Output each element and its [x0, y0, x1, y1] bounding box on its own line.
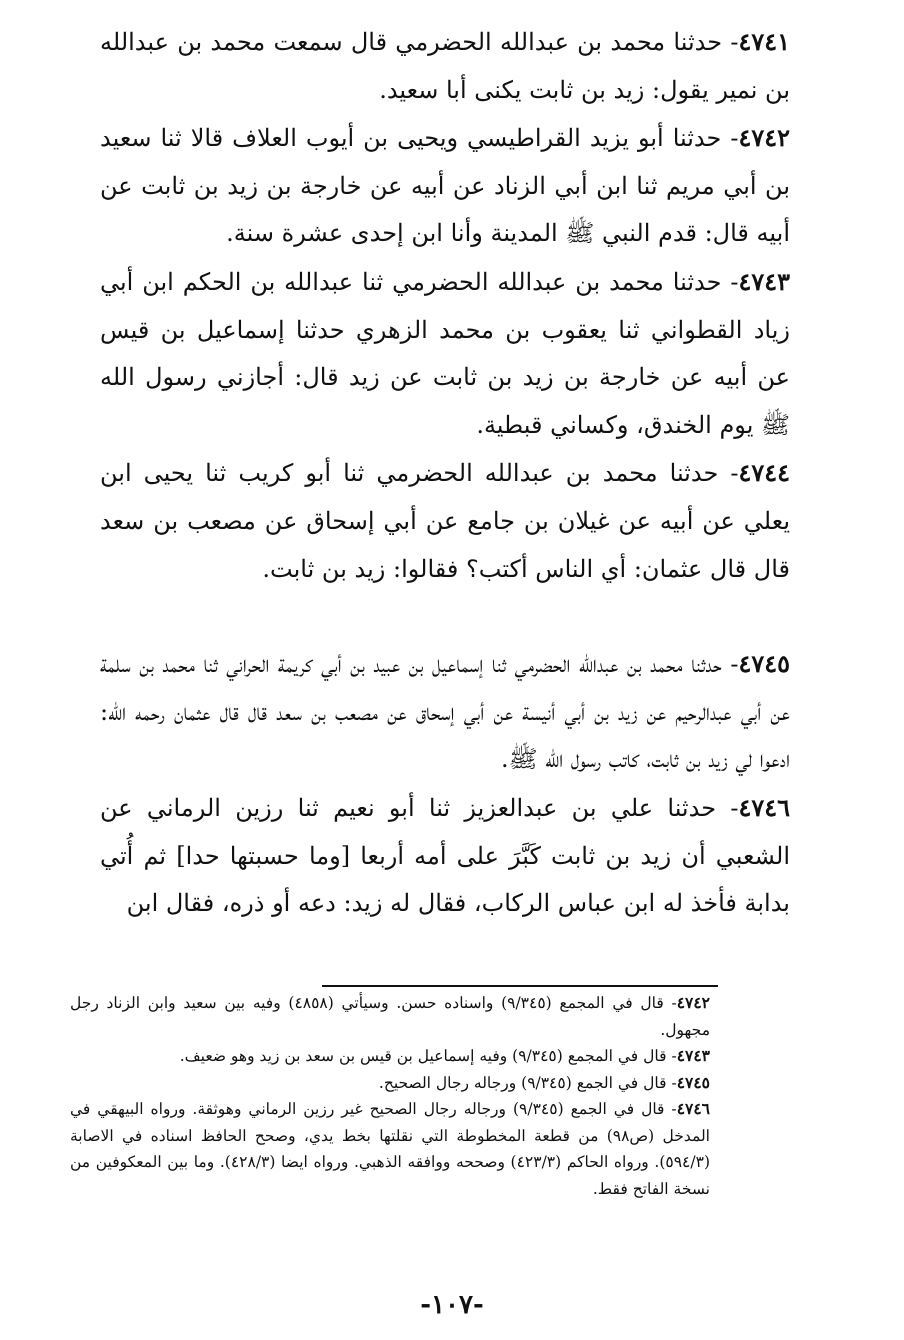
- footnotes: [70, 990, 710, 1202]
- footnote-divider: [322, 985, 718, 987]
- footnote-number: ٤٧٤٦: [676, 1099, 710, 1118]
- footnote-4743: [70, 1043, 710, 1070]
- hadith-text: - حدثنا محمد بن عبدالله الحضرمي ثنا أبو كريب ثنا يحيى ابن يعلي عن أبيه عن غيلان بن جامع عن أبي إسحاق عن مصعب بن سعد قال قال عثمان: أي الناس أكتب؟ فقالوا: زيد بن ثابت.: [100, 459, 790, 583]
- page-number: -١٠٧-: [420, 1290, 484, 1320]
- hadith-4743: [100, 258, 790, 449]
- hadith-4745: [100, 640, 790, 784]
- hadith-4742: [100, 114, 790, 258]
- footnote-4745: [70, 1070, 710, 1097]
- footnote-text: - قال في الجمع (٩/٣٤٥) ورجاله رجال الصحيح غير رزين الرماني وهوثقة. ورواه البيهقي في المدخل (ص٩٨) من قطعة المخطوطة التي نقلتها بخط يدي، وصحح الحافظ اسناده في الاصابة (٥٩٤/٣). ورواه الحاكم (٤٢٣/٣) وصححه ووافقه الذهبي. ورواه ايضا (٤٢٨/٣). وما بين المعكوفين من نسخة الفاتح فقط.: [70, 1100, 710, 1198]
- footnote-4742: [70, 990, 710, 1043]
- footnote-text: - قال في المجمع (٩/٣٤٥) واسناده حسن. وسيأتي (٤٨٥٨) وفيه بين سعيد وابن الزناد رجل مجهول.: [70, 994, 710, 1039]
- hadith-number: ٤٧٤٣: [738, 266, 790, 296]
- footnote-number: ٤٧٤٥: [676, 1072, 710, 1092]
- hadith-number: ٤٧٤٥: [738, 649, 790, 679]
- footnote-4746: [70, 1096, 710, 1202]
- hadith-4744: [100, 449, 790, 593]
- hadith-number: ٤٧٤١: [738, 27, 790, 56]
- hadith-number: ٤٧٤٤: [738, 458, 790, 488]
- hadith-text: - حدثنا محمد بن عبدالله الحضرمي ثنا إسماعيل بن عبيد بن أبي كريمة الحراني ثنا محمد بن سلمة عن أبي عبدالرحيم عن زيد بن أبي أنيسة عن أبي إسحاق عن مصعب بن سعد قال قال عثمان رحمه الله: ادعوا لي زيد بن ثابت، كاتب رسول الله ﷺ.: [100, 650, 790, 774]
- hadith-4741: [100, 18, 790, 114]
- main-text: [100, 18, 790, 928]
- hadith-text: - حدثنا محمد بن عبدالله الحضرمي ثنا عبدالله بن الحكم ابن أبي زياد القطواني ثنا يعقوب بن محمد الزهري حدثنا إسماعيل بن قيس عن أبيه عن خارجة بن زيد بن ثابت عن زيد قال: أجازني رسول الله ﷺ يوم الخندق، وكساني قبطية.: [100, 267, 790, 439]
- hadith-4746: [100, 784, 790, 928]
- hadith-text: - حدثنا أبو يزيد القراطيسي ويحيى بن أيوب العلاف قالا ثنا سعيد بن أبي مريم ثنا ابن أبي الزناد عن أبيه عن خارجة بن زيد بن ثابت عن أبيه قال: قدم النبي ﷺ المدينة وأنا ابن إحدى عشرة سنة.: [100, 124, 790, 248]
- footnote-text: - قال في المجمع (٩/٣٤٥) وفيه إسماعيل بن قيس بن سعد بن زيد وهو ضعيف.: [179, 1047, 677, 1065]
- footnote-number: ٤٧٤٢: [676, 993, 710, 1012]
- hadith-number: ٤٧٤٦: [738, 792, 790, 822]
- hadith-number: ٤٧٤٢: [738, 123, 791, 153]
- hadith-text: - حدثنا علي بن عبدالعزيز ثنا أبو نعيم ثنا رزين الرماني عن الشعبي أن زيد بن ثابت كَبَّرَ على أمه أربعا [وما حسبتها حدا] ثم أُتي بدابة فأخذ له ابن عباس الركاب، فقال له زيد: دعه أو ذره، فقال ابن: [100, 793, 790, 918]
- footnote-number: ٤٧٤٣: [676, 1046, 710, 1065]
- hadith-text: - حدثنا محمد بن عبدالله الحضرمي قال سمعت محمد بن عبدالله بن نمير يقول: زيد بن ثابت يكنى أبا سعيد.: [100, 28, 790, 104]
- footnote-text: - قال في الجمع (٩/٣٤٥) ورجاله رجال الصحيح.: [378, 1073, 677, 1092]
